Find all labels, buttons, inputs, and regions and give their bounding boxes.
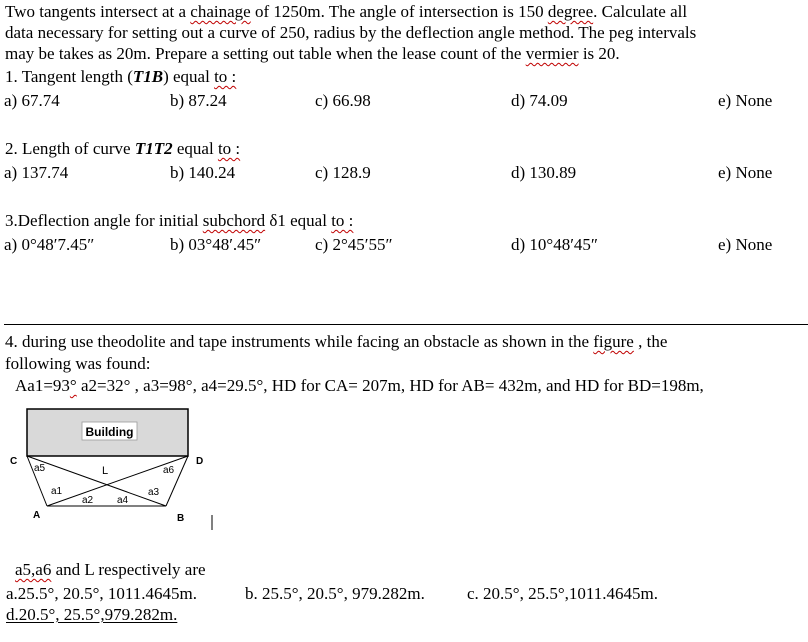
point-D-label: D <box>196 456 204 467</box>
q4-stem-line-2: following was found: <box>5 354 151 373</box>
q2-option-d: d) 130.89 <box>511 163 577 182</box>
q2-stem: 2. Length of curve T1T2 equal to : <box>5 139 241 158</box>
q1-option-d: d) 74.09 <box>511 91 568 110</box>
q1-option-c: c) 66.98 <box>315 91 371 110</box>
problem-intro-line-2: data necessary for setting out a curve of 250, radius by the deflection angle method. The peg intervals <box>5 23 697 42</box>
point-C-label: C <box>10 456 18 467</box>
q1-option-e: e) None <box>718 91 773 110</box>
q2-option-a: a) 137.74 <box>4 163 69 182</box>
q4-option-a: a.25.5°, 20.5°, 1011.4645m. <box>6 584 197 603</box>
building-label: Building <box>85 425 134 439</box>
q4-given-values: Aa1=93° a2=32° , a3=98°, a4=29.5°, HD for CA= 207m, HD for AB= 432m, and HD for BD=198m, <box>15 376 704 395</box>
obstacle-figure <box>0 400 230 530</box>
q3-option-c: c) 2°45′55″ <box>315 235 393 254</box>
q4-ask: a5,a6 and L respectively are <box>15 560 206 579</box>
q2-option-b: b) 140.24 <box>170 163 236 182</box>
q3-option-b: b) 03°48′.45″ <box>170 235 262 254</box>
angle-a5-label: a5 <box>34 463 46 474</box>
spell-word-vermier: vermier <box>525 44 579 63</box>
q4-option-d: d.20.5°, 25.5°,979.282m. <box>6 605 178 624</box>
q3-stem: 3.Deflection angle for initial subchord δ1 equal to : <box>5 211 354 230</box>
point-B-label: B <box>177 513 185 524</box>
q3-option-a: a) 0°48′7.45″ <box>4 235 95 254</box>
angle-a2-label: a2 <box>82 495 94 506</box>
angle-a1-label: a1 <box>51 486 63 497</box>
angle-a4-label: a4 <box>117 495 129 506</box>
spell-word-degree: degree <box>547 2 594 21</box>
q4-stem-line-1: 4. during use theodolite and tape instruments while facing an obstacle as shown in the figure , the <box>5 332 668 351</box>
q2-option-c: c) 128.9 <box>315 163 371 182</box>
angle-a6-label: a6 <box>163 465 175 476</box>
q1-stem: 1. Tangent length (T1B) equal to : <box>5 67 237 86</box>
diagonal-CB <box>27 456 166 506</box>
point-A-label: A <box>33 510 41 521</box>
length-L-label: L <box>102 465 109 477</box>
section-divider <box>4 324 808 325</box>
q3-option-e: e) None <box>718 235 773 254</box>
q3-option-d: d) 10°48′45″ <box>511 235 599 254</box>
q4-option-b: b. 25.5°, 20.5°, 979.282m. <box>245 584 425 603</box>
problem-intro-line-1: Two tangents intersect at a chainage of 1250m. The angle of intersection is 150 degree. Calculate all <box>5 2 688 21</box>
angle-a3-label: a3 <box>148 487 160 498</box>
q1-option-b: b) 87.24 <box>170 91 227 110</box>
line-DB <box>166 456 188 506</box>
q2-option-e: e) None <box>718 163 773 182</box>
q4-option-c: c. 20.5°, 25.5°,1011.4645m. <box>467 584 658 603</box>
problem-intro-line-3: may be takes as 20m. Prepare a setting out table when the lease count of the vermier is 20. <box>5 44 620 63</box>
q1-option-a: a) 67.74 <box>4 91 60 110</box>
spell-word-chainage: chainage <box>190 2 251 21</box>
